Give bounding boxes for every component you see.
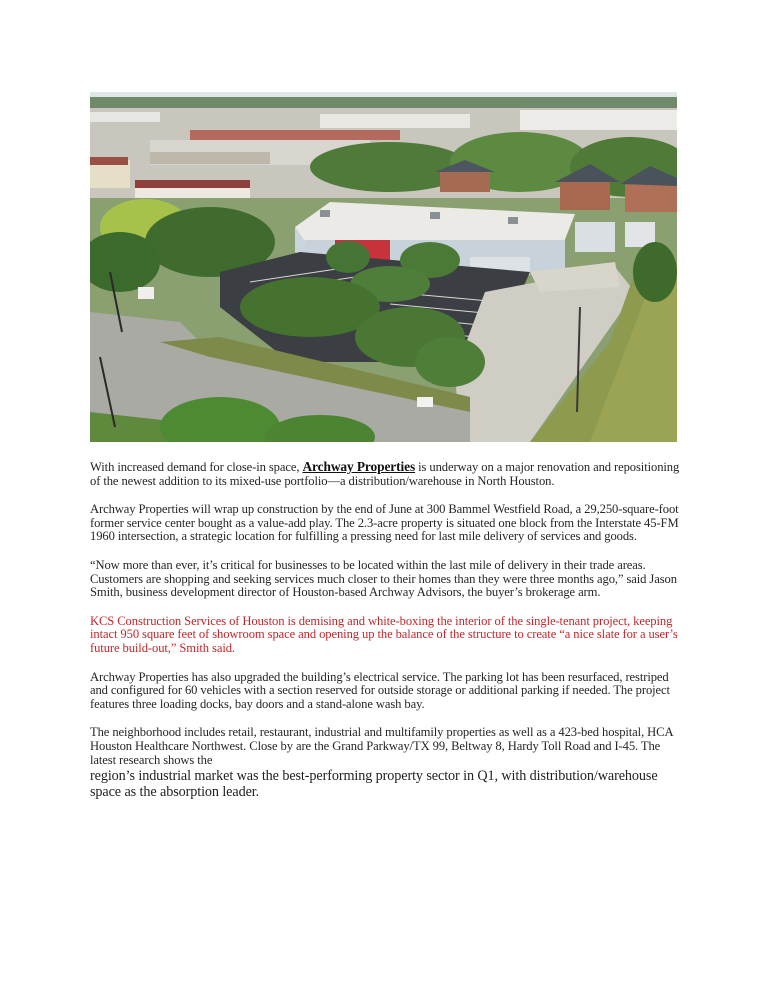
market-research-text: region’s industrial market was the best-performing property sector in Q1, with distribution/warehouse space as the absorption leader.	[90, 768, 658, 801]
article-body	[90, 460, 680, 815]
paragraph-construction: Archway Properties will wrap up construction by the end of June at 300 Bammel Westfield Road, a 29,250-square-foot former service center bought as a value-add play. The 2.3-acre property is situated one block from the Interstate 45-FM 1960 intersection, a strategic location for fulfilling a pressing need for last mile delivery of services and goods.	[90, 502, 679, 544]
paragraph-intro: With increased demand for close-in space, Archway Properties is underway on a major renovation and repositioning of the newest addition to its mixed-use portfolio—a distribution/warehouse in North Houston.	[90, 459, 680, 488]
photo-illustration	[90, 92, 677, 442]
paragraph-upgrades: Archway Properties has also upgraded the building’s electrical service. The parking lot has been resurfaced, restriped and configured for 60 vehicles with a section reserved for outside storage or additional parking if needed. The project features three loading docks, bay doors and a stand-alone wash bay.	[90, 669, 670, 711]
aerial-property-photo	[90, 92, 677, 442]
paragraph-quote: “Now more than ever, it’s critical for businesses to be located within the last mile of delivery in their trade areas. Customers are shopping and seeking services much closer to their homes than they were three months ago,” said Jason Smith, business development director of Houston-based Archway Advisors, the buyer’s brokerage arm.	[90, 557, 677, 600]
paragraph-neighborhood: The neighborhood includes retail, restaurant, industrial and multifamily properties as well as a 423-bed hospital, HCA Houston Healthcare Northwest. Close by are the Grand Parkway/TX 99, Beltway 8, Hardy Toll Road and I-45. The latest research shows the region’s industrial market was the best-performing property sector in Q1, with distribution/warehouse space as the absorption leader.	[90, 726, 680, 800]
archway-properties-link[interactable]: Archway Properties	[302, 459, 416, 474]
paragraph-kcs-highlight: KCS Construction Services of Houston is demising and white-boxing the interior of the single-tenant project, keeping intact 950 square feet of showroom space and opening up the balance of the structure to create “a nice slate for a user’s future build-out,” Smith said.	[90, 613, 678, 655]
